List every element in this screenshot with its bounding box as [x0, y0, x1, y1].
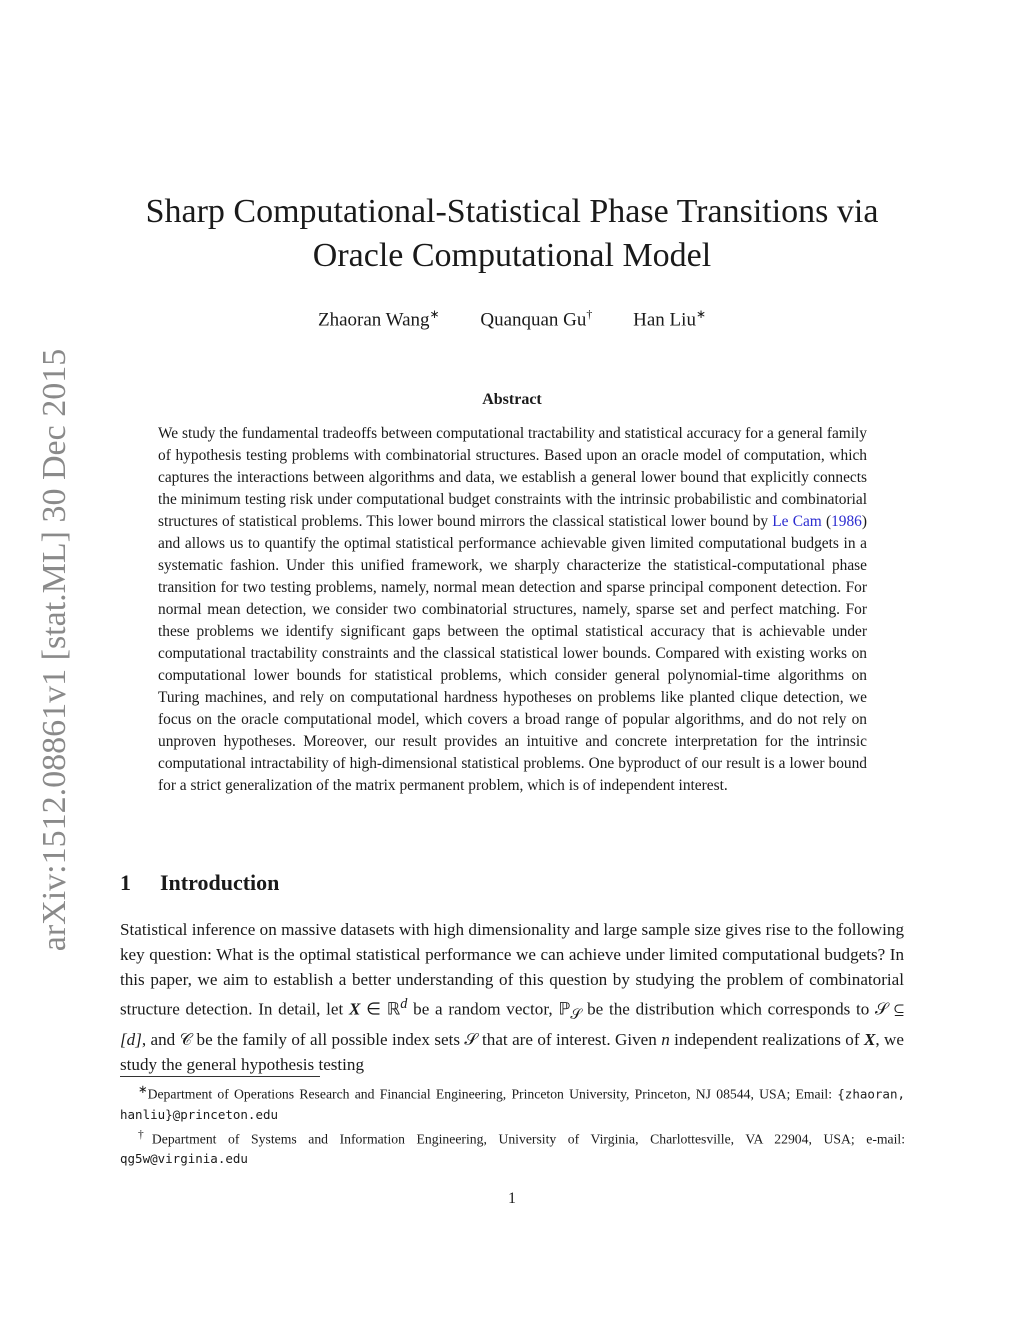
affiliation-mark: ∗ — [695, 307, 707, 321]
title-line-1: Sharp Computational-Statistical Phase Transitions via — [145, 193, 879, 230]
math-symbol: ∈ — [360, 1000, 387, 1020]
author-name: Zhaoran Wang — [317, 309, 430, 331]
math-symbol: 𝒞 — [179, 1030, 193, 1050]
math-symbol: 𝒮 — [875, 1000, 889, 1020]
title-line-2: Oracle Computational Model — [312, 237, 712, 274]
footnote-2 — [120, 1125, 905, 1170]
footnote-mark: † — [138, 1128, 152, 1141]
body-text: Statistical inference on massive datasets with high dimensionality and large sample size gives rise to the following key question: What is the optimal statistical performance we can achieve under limited computational budgets? In this paper, we aim to establish a better understanding of this question by studying the problem of combinatorial structure detection. In detail, let — [120, 920, 904, 1020]
footnotes — [120, 1080, 905, 1169]
footnote-1 — [120, 1080, 905, 1125]
body-text: , and — [141, 1030, 180, 1050]
author-2 — [480, 301, 592, 333]
abstract-heading: Abstract — [482, 391, 542, 408]
citation-link-year[interactable]: 1986 — [831, 513, 862, 530]
section-number: 1 — [120, 870, 131, 895]
math-symbol: [d] — [120, 1030, 142, 1050]
math-symbol: n — [661, 1030, 670, 1050]
math-symbol: d — [400, 996, 408, 1013]
abstract-text: ) and allows us to quantify the optimal statistical performance achievable given limited computational budgets in a systematic fashion. Under this unified framework, we sharply characterize the statistical-computational phase transition for two testing problems, namely, normal mean detection and sparse principal component detection. For normal mean detection, we consider two combinatorial structures, namely, sparse set and perfect matching. For these problems we identify significant gaps between the optimal statistical accuracy that is achievable under computational tractability constraints and the classical statistical lower bounds. Compared with existing works on computational lower bounds for statistical problems, which consider general polynomial-time algorithms on Turing machines, and rely on computational hardness hypotheses on problems like planted clique detection, we focus on the oracle computational model, which covers a broad range of popular algorithms, and do not rely on unproven hypotheses. Moreover, our result provides an intuitive and concrete interpretation for the intrinsic computational intractability of high-dimensional statistical problems. One byproduct of our result is a lower bound for a strict generalization of the matrix permanent problem, which is of independent interest. — [158, 513, 867, 794]
arxiv-identifier-stamp: arXiv:1512.08861v1 [stat.ML] 30 Dec 2015 — [36, 348, 73, 952]
section-heading — [120, 870, 279, 896]
math-symbol: X — [348, 1000, 361, 1020]
author-list — [100, 301, 924, 333]
paper-title — [100, 190, 924, 278]
body-text: independent realizations of — [669, 1030, 864, 1050]
body-text: , we study the general hypothesis testing — [120, 1030, 904, 1075]
author-name: Quanquan Gu — [480, 309, 587, 331]
email-address[interactable]: qg5w@virginia.edu — [120, 1151, 248, 1167]
math-symbol: ⊆ — [888, 1000, 904, 1020]
footnote-text: Department of Systems and Information Engineering, University of Virginia, Charlottesville, VA 22904, USA; e-mail: — [151, 1131, 906, 1147]
author-3 — [633, 301, 706, 333]
abstract-text: We study the fundamental tradeoffs between computational tractability and statistical accuracy for a general family of hypothesis testing problems with combinatorial structures. Based upon an oracle model of computation, which captures the interactions between algorithms and data, we establish a general lower bound that explicitly connects the minimum testing risk under computational budget constraints with the intrinsic probabilistic and combinatorial structures of statistical problems. This lower bound mirrors the classical statistical lower bound by — [158, 425, 867, 530]
math-symbol: 𝒮 — [464, 1030, 478, 1050]
abstract-body — [158, 423, 867, 797]
math-symbol: X — [863, 1030, 876, 1050]
citation-link-author[interactable]: Le Cam — [772, 513, 822, 530]
footnote-text: Department of Operations Research and Financial Engineering, Princeton University, Princeton, NJ 08544, USA; Email: — [147, 1086, 838, 1102]
section-title: Introduction — [160, 870, 280, 895]
math-symbol: 𝒮 — [570, 1007, 582, 1024]
affiliation-mark: ∗ — [429, 307, 440, 321]
math-symbol: ℙ — [558, 1000, 571, 1020]
affiliation-mark: † — [586, 307, 593, 321]
author-1 — [318, 301, 440, 333]
author-name: Han Liu — [633, 309, 696, 331]
math-symbol: ℝ — [386, 1000, 401, 1020]
abstract-text: ( — [821, 513, 832, 530]
footnote-mark: ∗ — [138, 1084, 148, 1096]
footnote-divider — [120, 1076, 320, 1077]
page-number: 1 — [508, 1190, 516, 1207]
body-text: that are of interest. Given — [477, 1030, 662, 1050]
body-text: be a random vector, — [407, 1000, 559, 1020]
introduction-paragraph — [120, 918, 904, 1078]
email-address[interactable]: {zhaoran, hanliu}@princeton.edu — [120, 1086, 905, 1122]
body-text: be the distribution which corresponds to — [581, 1000, 876, 1020]
body-text: be the family of all possible index sets — [192, 1030, 465, 1050]
